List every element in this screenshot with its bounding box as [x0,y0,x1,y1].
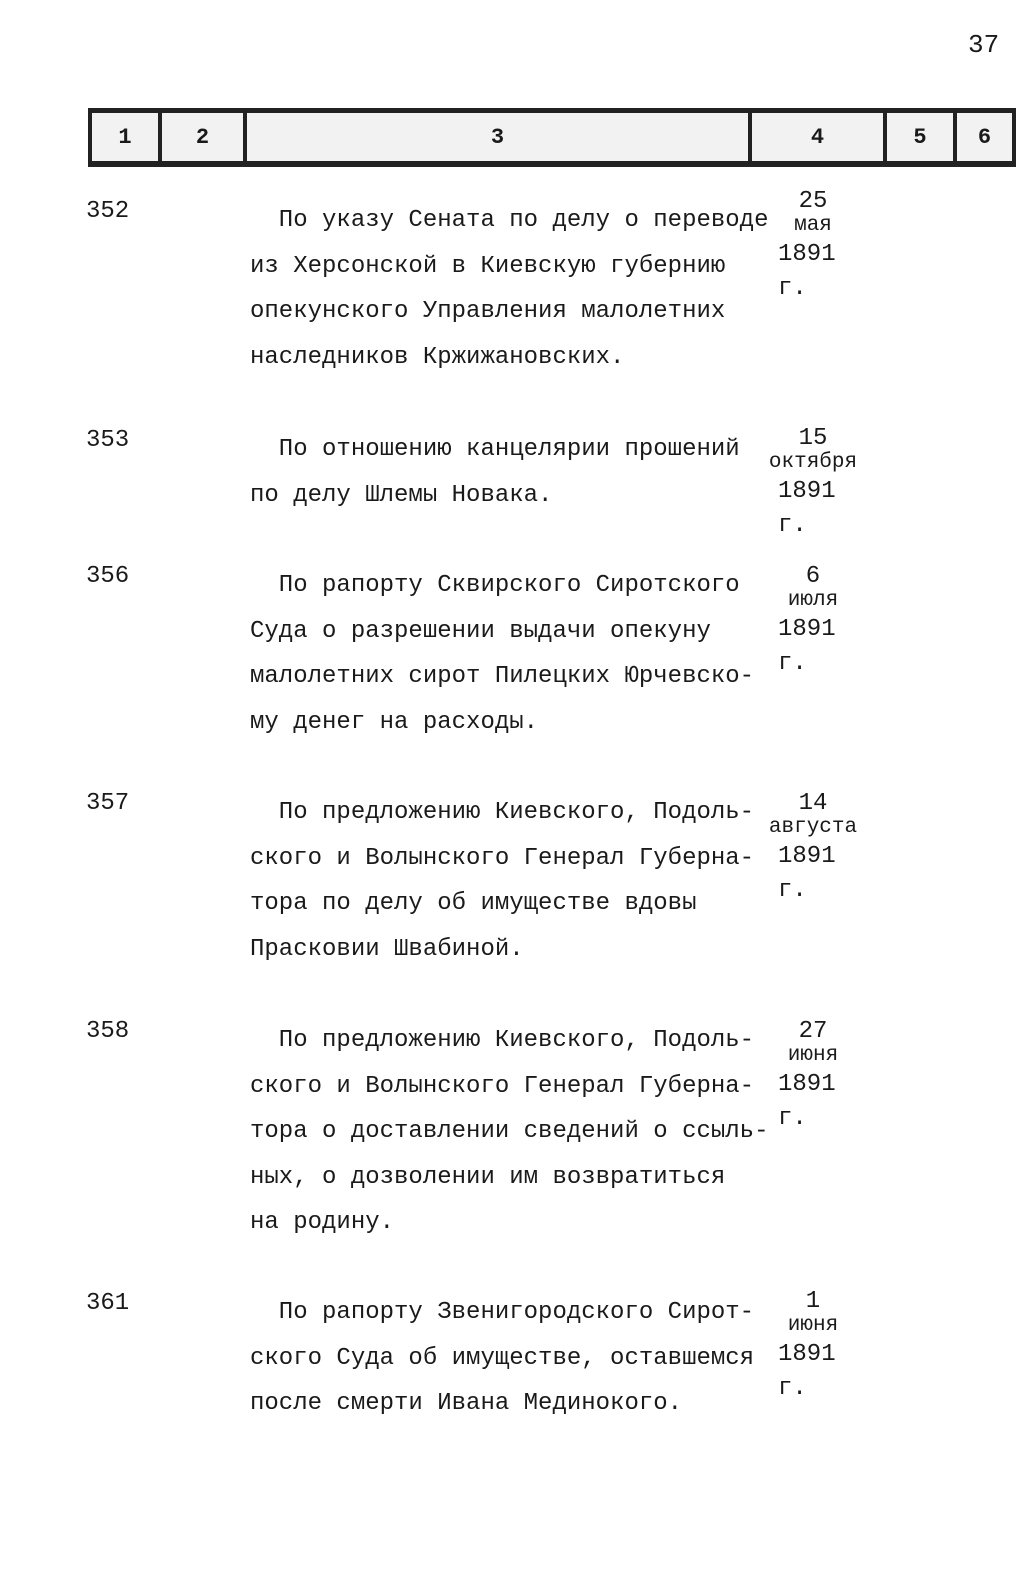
description-line: му денег на расходы. [250,708,539,736]
entry-number: 356 [86,563,130,590]
date-day: 15 [798,425,828,452]
description-line: по делу Шлемы Новака. [250,481,553,509]
description-line: По указу Сената по делу о переводе [250,207,769,234]
date-year: 1891 г. [778,478,836,539]
description-line: из Херсонской в Киевскую губернию [250,252,726,280]
description-line: тора о доставлении сведений о ссыль- [250,1118,769,1145]
date-day: 1 [805,1288,821,1315]
date-month: июня [787,1044,839,1067]
entry-description [250,1290,760,1427]
entry-description [250,198,769,380]
date-month: мая [794,214,832,237]
date-year: 1891 г. [778,843,836,904]
description-line: По рапорту Звенигородского Сирот- [250,1299,755,1326]
entry-date [748,792,878,908]
column-header-row [88,108,1016,167]
description-line: ского и Волынского Генерал Губерна- [250,1072,755,1100]
column-header-2: 2 [158,113,243,161]
entry-number: 361 [86,1290,130,1317]
description-line: По отношению канцелярии прошений [250,436,740,463]
description-line: опекунского Управления малолетних [250,298,726,325]
entry-date [748,427,878,543]
entry-number: 352 [86,198,130,225]
column-header-5: 5 [883,113,953,161]
description-line: наследников Кржижановских. [250,343,625,371]
column-header-4: 4 [748,113,883,161]
description-line: ского и Волынского Генерал Губерна- [250,844,755,872]
entry-date [748,565,878,681]
description-line: после смерти Ивана Мединокого. [250,1390,683,1417]
entry-number: 358 [86,1018,130,1045]
entry-description [250,1018,769,1246]
entry-description [250,563,760,745]
entry-date [748,1020,878,1136]
column-header-1: 1 [88,113,158,161]
description-line: тора по делу об имуществе вдовы [250,890,697,917]
date-year: 1891 г. [778,616,836,677]
description-line: на родину. [250,1209,395,1236]
date-year: 1891 г. [778,1071,836,1132]
entry-date [748,1290,878,1406]
date-year: 1891 г. [778,1341,836,1402]
description-line: ского Суда об имуществе, оставшемся [250,1344,755,1372]
entry-description [250,790,760,972]
entry-number: 353 [86,427,130,454]
date-year: 1891 г. [778,241,836,302]
date-day: 14 [798,790,828,817]
entry-date [748,190,878,306]
date-month: июня [787,1314,839,1337]
description-line: ных, о дозволении им возвратиться [250,1163,726,1191]
date-day: 27 [798,1018,828,1045]
date-month: августа [768,816,858,839]
column-header-6: 6 [953,113,1016,161]
description-line: малолетних сирот Пилецких Юрчевско- [250,663,755,690]
entry-description [250,427,760,518]
page-number: 37 [968,30,1000,60]
column-header-3: 3 [243,113,748,161]
description-line: По предложению Киевского, Подоль- [250,799,755,826]
date-month: октября [768,451,858,474]
description-line: По рапорту Сквирского Сиротского [250,572,740,599]
description-line: Прасковии Швабиной. [250,935,524,963]
date-month: июля [787,589,839,612]
date-day: 25 [798,188,828,215]
date-day: 6 [805,563,821,590]
description-line: По предложению Киевского, Подоль- [250,1027,755,1054]
entry-number: 357 [86,790,130,817]
description-line: Суда о разрешении выдачи опекуну [250,617,711,645]
